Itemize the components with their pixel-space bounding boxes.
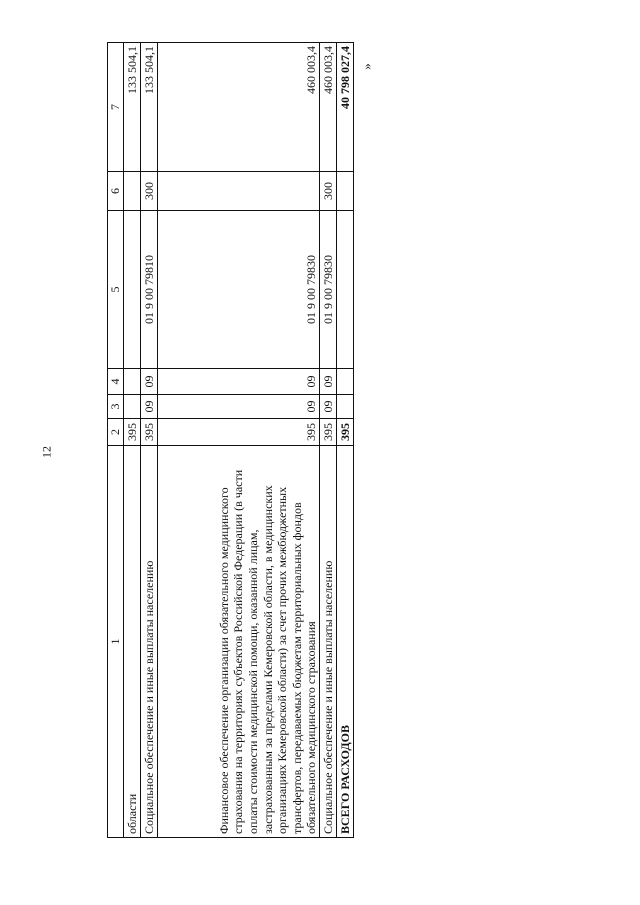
row-code-cell [124, 395, 141, 419]
row-name-cell: Социальное обеспечение и иные выплаты населению [141, 446, 158, 838]
table-row [141, 43, 158, 838]
header-col-1: 1 [108, 446, 124, 838]
header-col-6: 6 [108, 172, 124, 211]
row-code-cell [124, 211, 141, 369]
row-amount-cell: 460 003,4 [320, 43, 337, 172]
row-code-cell: 09 [158, 395, 320, 419]
budget-table [107, 42, 354, 838]
header-col-2: 2 [108, 419, 124, 446]
table-row [158, 43, 320, 838]
budget-table-container [107, 43, 355, 838]
row-code-cell: 01 9 00 79830 [158, 211, 320, 369]
page-number: 12 [39, 446, 54, 458]
table-header-row [108, 43, 124, 838]
row-code-cell: 09 [320, 395, 337, 419]
row-amount-cell: 133 504,1 [141, 43, 158, 172]
row-name-cell: области [124, 446, 141, 838]
total-code-cell: 395 [337, 419, 354, 446]
budget-table-rotator [107, 43, 355, 838]
row-name-cell: Финансовое обеспечение организации обязательного медицинского страхования на территориях субъектов Российской Федерации (в части оплаты стоимости медицинской помощи, оказанной лицам, застрахованным за пределами Кемеровской области, в медицинских организациях Кемеровской области) за счет прочих межбюджетных трансфертов, передаваемых бюджетам территориальных фондов обязательного медицинского страхования [158, 446, 320, 838]
row-code-cell [337, 395, 354, 419]
row-code-cell [124, 172, 141, 211]
total-label-cell: ВСЕГО РАСХОДОВ [337, 446, 354, 838]
row-code-cell [337, 172, 354, 211]
row-code-cell: 300 [141, 172, 158, 211]
header-col-4: 4 [108, 369, 124, 395]
row-code-cell: 300 [320, 172, 337, 211]
row-name-cell: Социальное обеспечение и иные выплаты населению [320, 446, 337, 838]
row-code-cell: 09 [320, 369, 337, 395]
row-code-cell: 395 [158, 419, 320, 446]
row-code-cell: 09 [141, 395, 158, 419]
row-code-cell [337, 369, 354, 395]
header-col-7: 7 [108, 43, 124, 172]
row-code-cell: 01 9 00 79810 [141, 211, 158, 369]
row-amount-cell: 133 504,1 [124, 43, 141, 172]
total-amount-cell: 40 798 027,4 [337, 43, 354, 172]
row-amount-cell: 460 003,4 [158, 43, 320, 172]
table-row-total [337, 43, 354, 838]
closing-quote: » [358, 63, 374, 70]
row-code-cell: 01 9 00 79830 [320, 211, 337, 369]
header-col-3: 3 [108, 395, 124, 419]
row-code-cell: 09 [141, 369, 158, 395]
row-code-cell: 395 [320, 419, 337, 446]
row-code-cell [158, 172, 320, 211]
header-col-5: 5 [108, 211, 124, 369]
table-row [320, 43, 337, 838]
row-code-cell: 09 [158, 369, 320, 395]
row-code-cell [124, 369, 141, 395]
row-code-cell [337, 211, 354, 369]
row-code-cell: 395 [124, 419, 141, 446]
table-row [124, 43, 141, 838]
row-code-cell: 395 [141, 419, 158, 446]
